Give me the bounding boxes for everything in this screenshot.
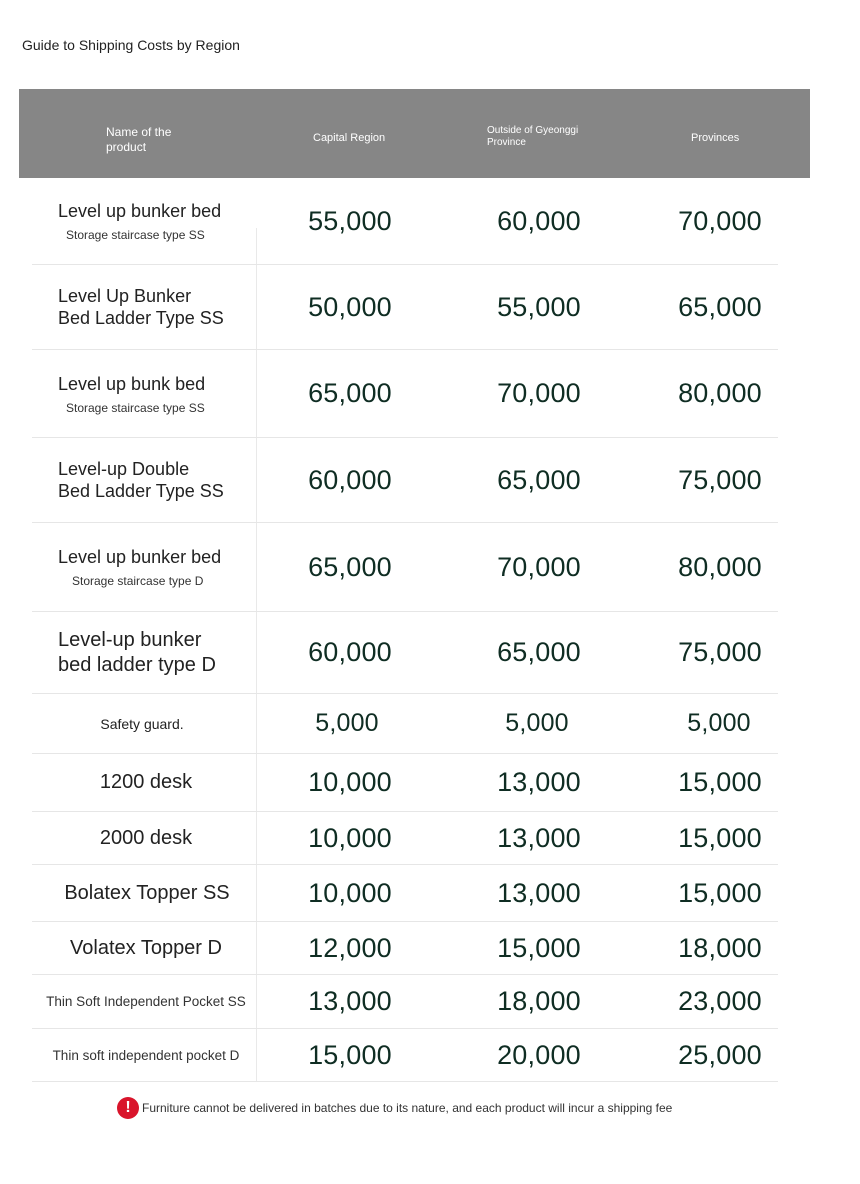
provinces-price: 15,000 [678, 877, 762, 908]
product-name: 2000 desk [99, 826, 193, 849]
outside-price: 13,000 [497, 822, 581, 853]
product-name-line2: bed ladder type D [58, 653, 216, 676]
outside-price: 60,000 [497, 205, 581, 236]
product-name-cell [32, 523, 256, 611]
column-divider [256, 694, 257, 753]
exclamation-icon: ! [117, 1097, 139, 1119]
column-divider [256, 438, 257, 522]
provinces-price: 25,000 [678, 1039, 762, 1070]
product-name: Volatex Topper D [70, 936, 222, 959]
header-product-name-line2: product [106, 140, 147, 154]
capital-price: 15,000 [308, 1039, 392, 1070]
column-divider [256, 228, 257, 264]
table-row [32, 178, 778, 265]
provinces-price: 18,000 [678, 932, 762, 963]
table-row [32, 350, 778, 438]
capital-price: 50,000 [308, 291, 392, 322]
product-name: Level up bunker bed [58, 547, 222, 567]
table-row [32, 754, 778, 812]
outside-price: 15,000 [497, 932, 581, 963]
capital-price: 5,000 [315, 709, 379, 737]
header-provinces: Provinces [691, 132, 740, 144]
product-name-cell [32, 922, 256, 974]
page-title: Guide to Shipping Costs by Region [22, 37, 240, 53]
table-row [32, 865, 778, 922]
outside-price: 70,000 [497, 378, 581, 408]
outside-price: 55,000 [497, 291, 581, 322]
table-row [32, 922, 778, 975]
product-name-line2: Bed Ladder Type SS [58, 308, 224, 328]
product-name: Level up bunk bed [58, 373, 206, 394]
column-divider [256, 975, 257, 1028]
table-row [32, 975, 778, 1029]
table-row [32, 1029, 778, 1082]
table-row [32, 265, 778, 350]
provinces-price: 65,000 [678, 291, 762, 322]
product-name-cell [32, 812, 256, 864]
outside-price: 13,000 [497, 877, 581, 908]
outside-price: 13,000 [497, 767, 581, 797]
product-name: Level-up bunker [58, 628, 202, 651]
product-name: Safety guard. [100, 715, 184, 732]
product-name-cell [32, 178, 256, 264]
product-name-cell [32, 694, 256, 753]
capital-price: 55,000 [308, 205, 392, 236]
header-product-name [106, 125, 216, 155]
column-divider [256, 812, 257, 864]
product-name-cell [32, 438, 256, 522]
provinces-price: 75,000 [678, 464, 762, 495]
capital-price: 60,000 [308, 637, 392, 667]
header-outside-line2: Province [487, 137, 526, 148]
table-row [32, 523, 778, 612]
column-divider [256, 865, 257, 921]
shipping-note [117, 1097, 672, 1119]
product-subname: Storage staircase type SS [66, 400, 205, 415]
header-outside-gyeonggi [487, 125, 597, 149]
outside-price: 5,000 [505, 709, 569, 737]
product-name: Level-up Double [58, 459, 190, 479]
product-name-cell [32, 1029, 256, 1081]
product-name: Bolatex Topper SS [64, 881, 230, 904]
outside-price: 18,000 [497, 986, 581, 1016]
table-row [32, 612, 778, 694]
capital-price: 60,000 [308, 464, 392, 495]
column-divider [256, 922, 257, 974]
header-outside-line1: Outside of Gyeonggi [487, 125, 579, 136]
provinces-price: 15,000 [678, 822, 762, 853]
capital-price: 10,000 [308, 877, 392, 908]
product-name-cell [32, 754, 256, 811]
shipping-cost-table [32, 178, 778, 1082]
capital-price: 12,000 [308, 932, 392, 963]
table-row [32, 812, 778, 865]
capital-price: 65,000 [308, 551, 392, 582]
column-divider [256, 612, 257, 693]
column-divider [256, 1029, 257, 1081]
table-row [32, 438, 778, 523]
table-header [19, 89, 810, 178]
table-row [32, 694, 778, 754]
provinces-price: 15,000 [678, 767, 762, 797]
column-divider [256, 754, 257, 811]
capital-price: 10,000 [308, 767, 392, 797]
product-subname: Storage staircase type SS [66, 228, 205, 242]
product-subname: Storage staircase type D [72, 574, 204, 588]
header-product-name-line1: Name of the [106, 125, 172, 139]
product-name: Thin Soft Independent Pocket SS [46, 994, 246, 1009]
provinces-price: 75,000 [678, 637, 762, 667]
product-name-cell [32, 265, 256, 349]
provinces-price: 5,000 [687, 709, 751, 737]
provinces-price: 70,000 [678, 205, 762, 236]
capital-price: 65,000 [308, 378, 392, 408]
header-capital-region: Capital Region [313, 132, 386, 144]
outside-price: 20,000 [497, 1039, 581, 1070]
product-name-cell [32, 612, 256, 693]
provinces-price: 80,000 [678, 551, 762, 582]
product-name: 1200 desk [99, 771, 193, 793]
column-divider [256, 265, 257, 349]
provinces-price: 80,000 [678, 378, 762, 408]
product-name-cell [32, 975, 256, 1028]
outside-price: 70,000 [497, 551, 581, 582]
column-divider [256, 350, 257, 437]
capital-price: 10,000 [308, 822, 392, 853]
provinces-price: 23,000 [678, 986, 762, 1016]
product-name-line2: Bed Ladder Type SS [58, 481, 224, 501]
product-name: Thin soft independent pocket D [52, 1047, 240, 1063]
outside-price: 65,000 [497, 637, 581, 667]
outside-price: 65,000 [497, 464, 581, 495]
product-name-cell [32, 865, 256, 921]
product-name-cell [32, 350, 256, 437]
column-divider [256, 523, 257, 611]
capital-price: 13,000 [308, 986, 392, 1016]
shipping-note-text: Furniture cannot be delivered in batches due to its nature, and each product will incur a shipping fee [142, 1101, 673, 1115]
product-name: Level Up Bunker [58, 286, 192, 306]
product-name: Level up bunker bed [58, 201, 222, 221]
